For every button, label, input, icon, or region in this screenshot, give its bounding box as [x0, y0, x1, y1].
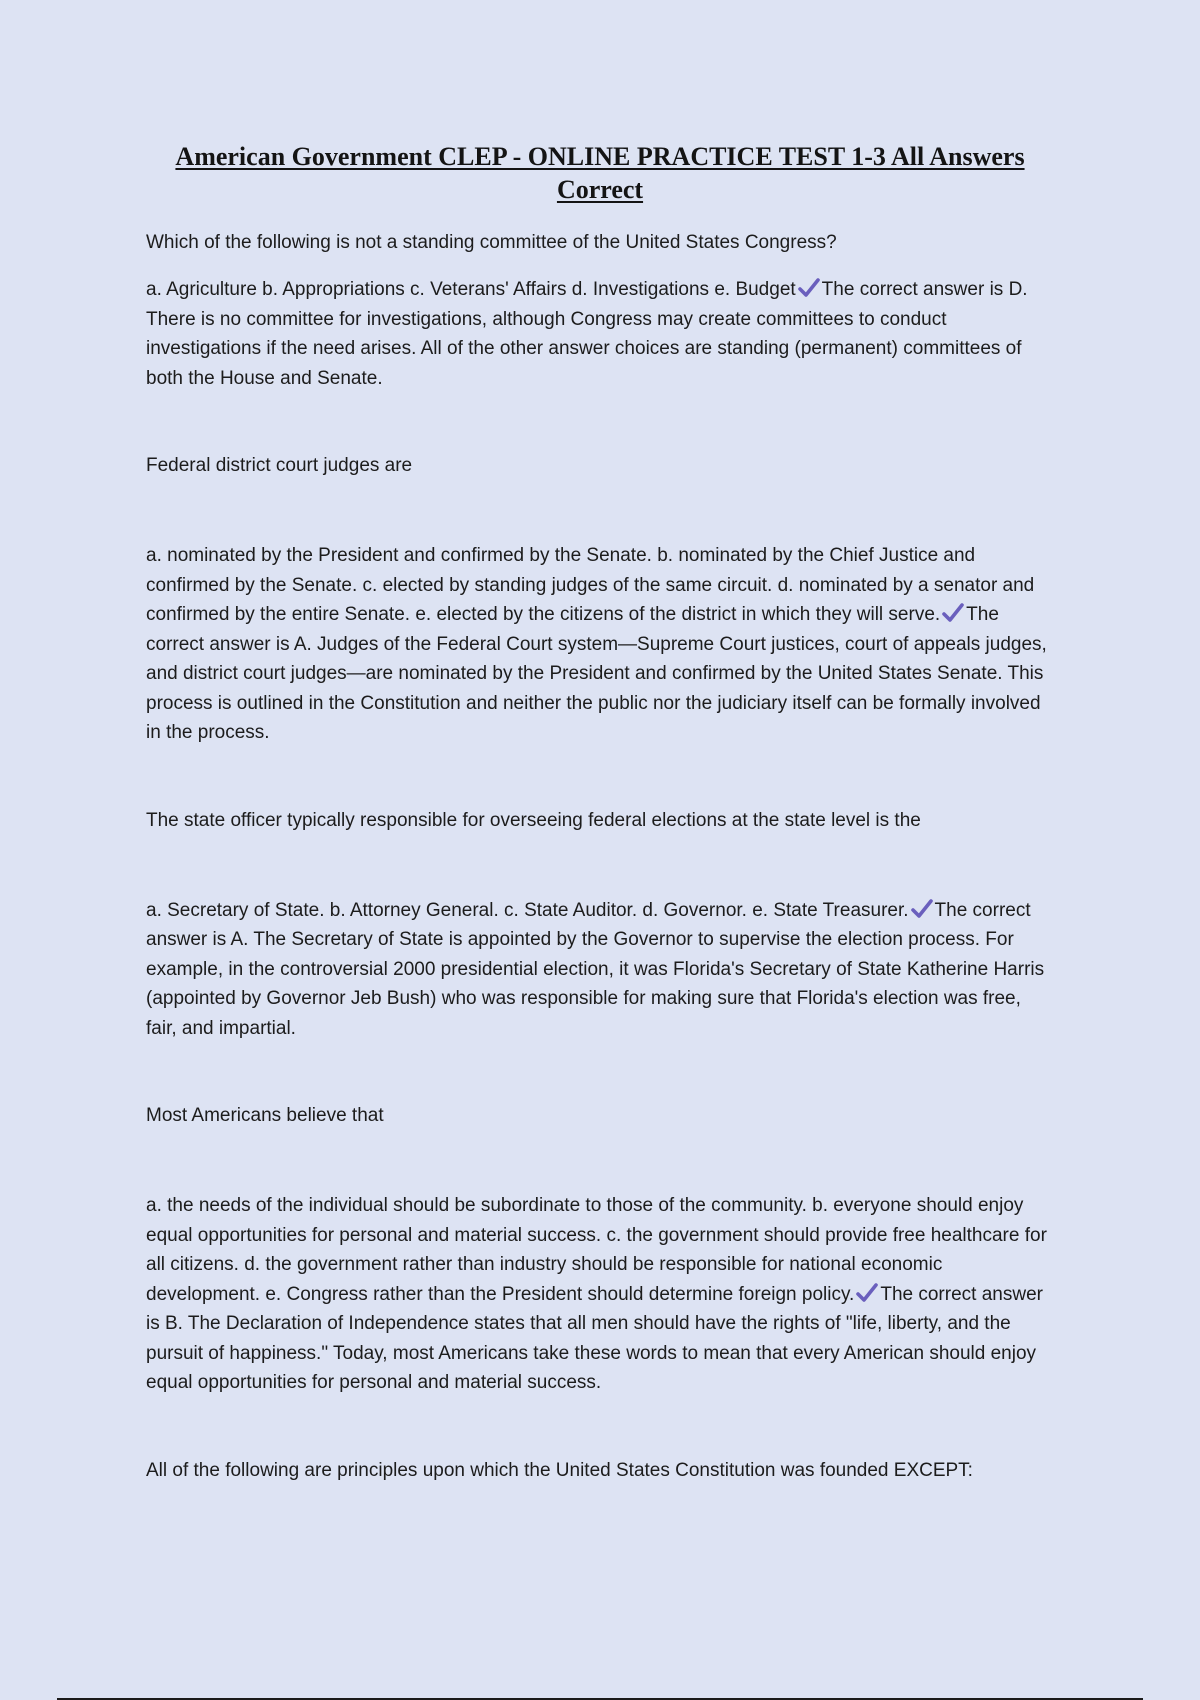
question-2: Federal district court judges are: [146, 455, 413, 476]
question-3: The state officer typically responsible for overseeing federal elections at the state level is the: [146, 809, 921, 831]
answer-3-explanation: The correct answer is A. The Secretary of State is appointed by the Governor to supervise the election process. For example, in the controversial 2000 presidential election, it was Florida's Secretary of State Katherine Harris (appointed by Governor Jeb Bush) who was responsible for making sure that Florida's election was free, fair, and impartial.: [146, 899, 1045, 1039]
answer-2-explanation: The correct answer is A. Judges of the Federal Court system—Supreme Court justices, court of appeals judges, and district court judges—are nominated by the President and confirmed by the United States Senate. This process is outlined in the Constitution and neither the public nor the judiciary itself can be formally involved in the process.: [146, 604, 1047, 743]
document-page: [146, 140, 1054, 1485]
answer-3-options: a. Secretary of State. b. Attorney General. c. State Auditor. d. Governor. e. State Treasurer.: [146, 899, 909, 921]
title-line-2: Correct: [556, 175, 644, 204]
answer-1-options: a. Agriculture b. Appropriations c. Veterans' Affairs d. Investigations e. Budget: [146, 279, 796, 300]
document-title: [146, 140, 1054, 206]
question-5: All of the following are principles upon which the United States Constitution was founded EXCEPT:: [146, 1459, 973, 1481]
answer-2: [146, 541, 1054, 748]
checkmark-icon: [942, 603, 964, 623]
answer-3: [146, 896, 1054, 1044]
checkmark-icon: [911, 899, 933, 919]
question-4: Most Americans believe that: [146, 1105, 384, 1126]
answer-1: [146, 275, 1054, 393]
checkmark-icon: [798, 278, 820, 298]
title-line-1: American Government CLEP - ONLINE PRACTICE TEST 1-3 All Answers: [175, 142, 1025, 171]
question-1: Which of the following is not a standing committee of the United States Congress?: [146, 232, 837, 253]
answer-4-explanation: The correct answer is B. The Declaration of Independence states that all men should have the rights of "life, liberty, and the pursuit of happiness." Today, most Americans take these words to mean that every American should enjoy equal opportunities for personal and material success.: [146, 1283, 1043, 1393]
answer-1-explanation: The correct answer is D. There is no committee for investigations, although Congress may create committees to conduct investigations if the need arises. All of the other answer choices are standing (permanent) committees of both the House and Senate.: [146, 279, 1028, 389]
answer-4-options: a. the needs of the individual should be subordinate to those of the community. b. everyone should enjoy equal opportunities for personal and material success. c. the government should provide free healthcare for all citizens. d. the government rather than industry should be responsible for national economic development. e. Congress rather than the President should determine foreign policy.: [146, 1195, 1047, 1305]
checkmark-icon: [856, 1283, 878, 1303]
answer-2-options: a. nominated by the President and confirmed by the Senate. b. nominated by the Chief Justice and confirmed by the Senate. c. elected by standing judges of the same circuit. d. nominated by a senator and confirmed by the entire Senate. e. elected by the citizens of the district in which they will serve.: [146, 545, 1035, 625]
answer-4: [146, 1191, 1054, 1398]
